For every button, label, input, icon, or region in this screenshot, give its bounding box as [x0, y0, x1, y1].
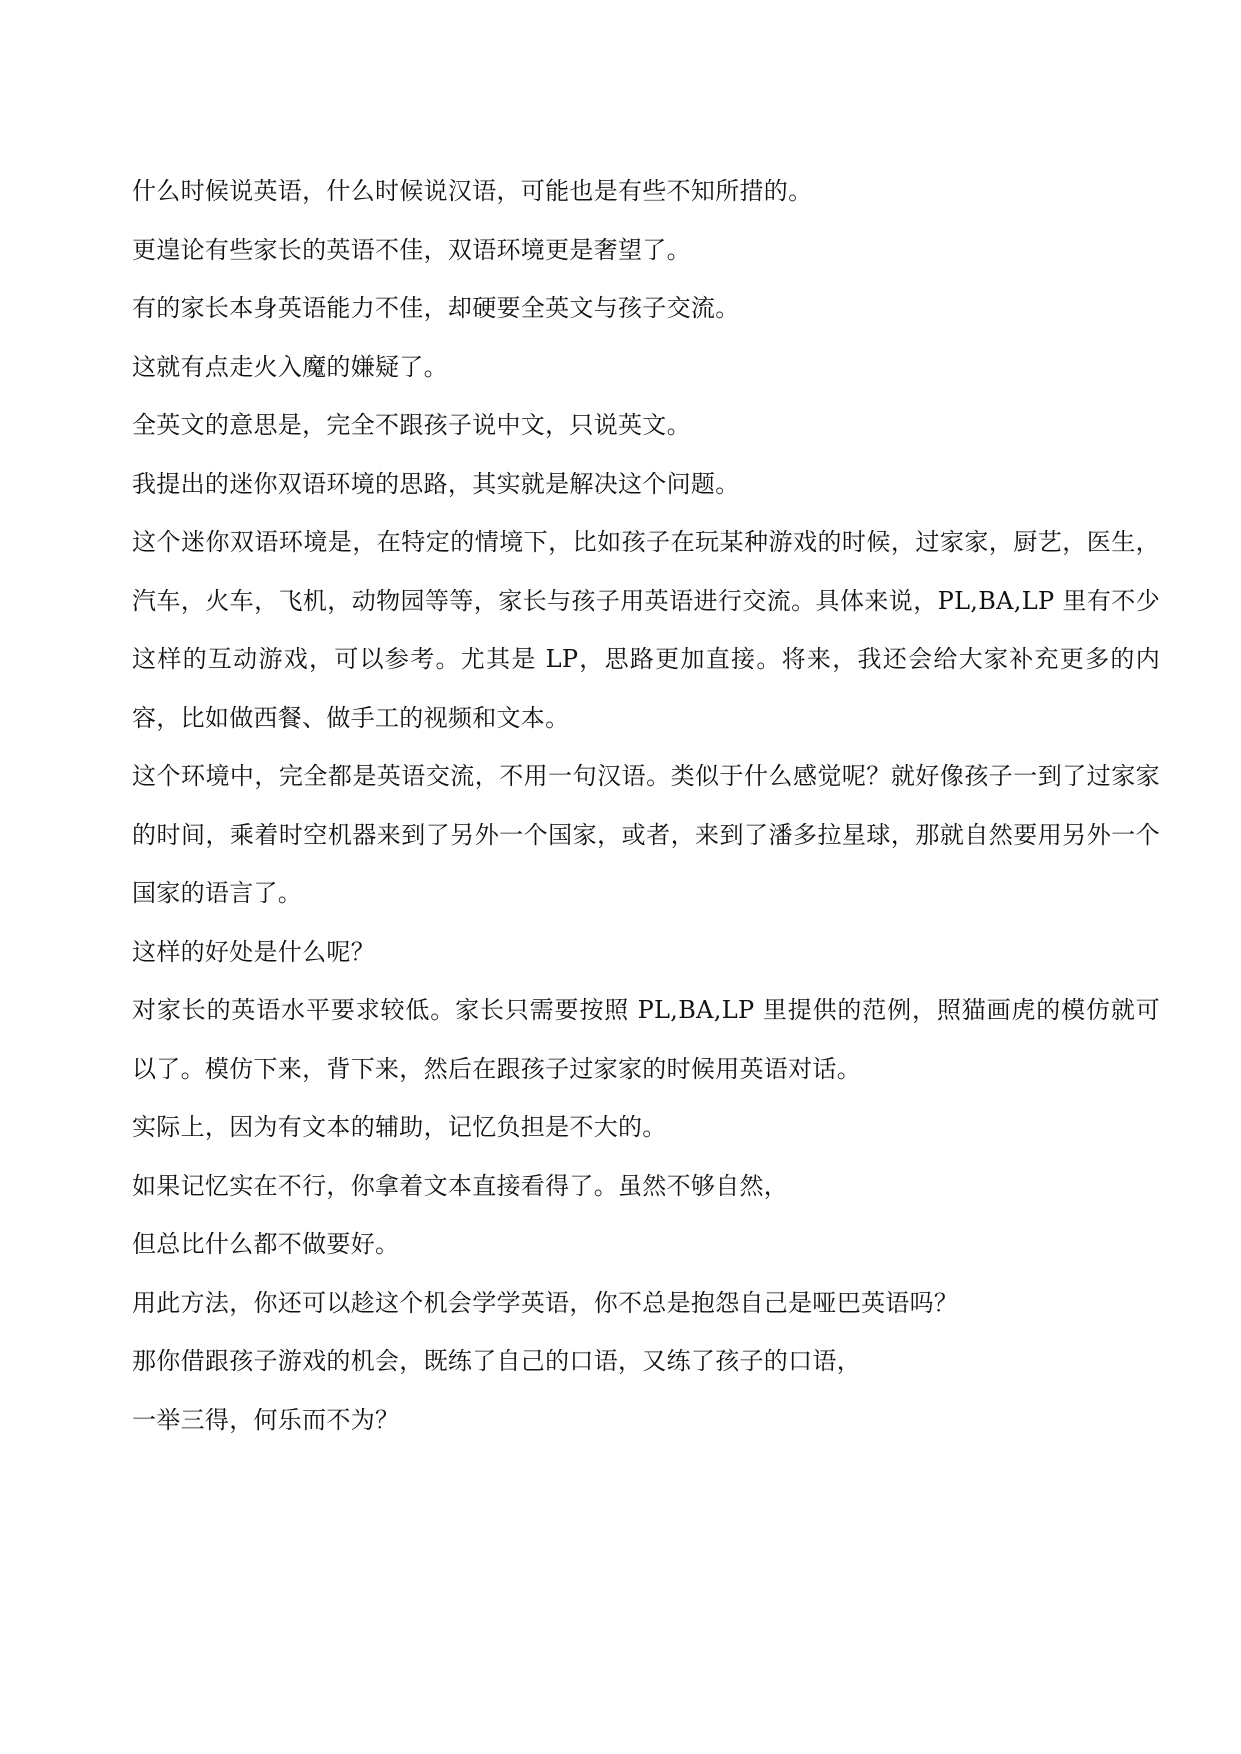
paragraph: 这个迷你双语环境是，在特定的情境下，比如孩子在玩某种游戏的时候，过家家，厨艺，医生，汽车，火车，飞机，动物园等等，家长与孩子用英语进行交流。具体来说，PL,BA,LP 里有不少这样的互动游戏，可以参考。尤其是 LP，思路更加直接。将来，我还会给大家补充更多的内容，比如做西餐、做手工的视频和文本。 — [132, 528, 1160, 732]
paragraph: 什么时候说英语，什么时候说汉语，可能也是有些不知所措的。 — [132, 177, 813, 205]
paragraph: 对家长的英语水平要求较低。家长只需要按照 PL,BA,LP 里提供的范例，照猫画虎的模仿就可以了。模仿下来，背下来，然后在跟孩子过家家的时候用英语对话。 — [132, 996, 1160, 1083]
paragraph: 如果记忆实在不行，你拿着文本直接看得了。虽然不够自然， — [132, 1171, 789, 1200]
paragraph: 更遑论有些家长的英语不佳，双语环境更是奢望了。 — [132, 235, 691, 264]
paragraph: 用此方法，你还可以趁这个机会学学英语，你不总是抱怨自己是哑巴英语吗？ — [132, 1288, 959, 1317]
paragraph: 这就有点走火入魔的嫌疑了。 — [132, 352, 448, 381]
paragraph: 实际上，因为有文本的辅助，记忆负担是不大的。 — [132, 1113, 667, 1141]
paragraph: 那你借跟孩子游戏的机会，既练了自己的口语，又练了孩子的口语， — [132, 1347, 861, 1375]
paragraph: 这样的好处是什么呢？ — [132, 937, 375, 966]
document-body — [132, 162, 1160, 1449]
paragraph: 全英文的意思是，完全不跟孩子说中文，只说英文。 — [132, 411, 691, 439]
paragraph: 一举三得，何乐而不为？ — [132, 1405, 400, 1434]
paragraph: 我提出的迷你双语环境的思路，其实就是解决这个问题。 — [132, 469, 740, 498]
paragraph: 有的家长本身英语能力不佳，却硬要全英文与孩子交流。 — [132, 294, 740, 322]
paragraph: 这个环境中，完全都是英语交流，不用一句汉语。类似于什么感觉呢？就好像孩子一到了过家家的时间，乘着时空机器来到了另外一个国家，或者，来到了潘多拉星球，那就自然要用另外一个国家的语言了。 — [132, 762, 1160, 907]
paragraph: 但总比什么都不做要好。 — [132, 1230, 400, 1258]
